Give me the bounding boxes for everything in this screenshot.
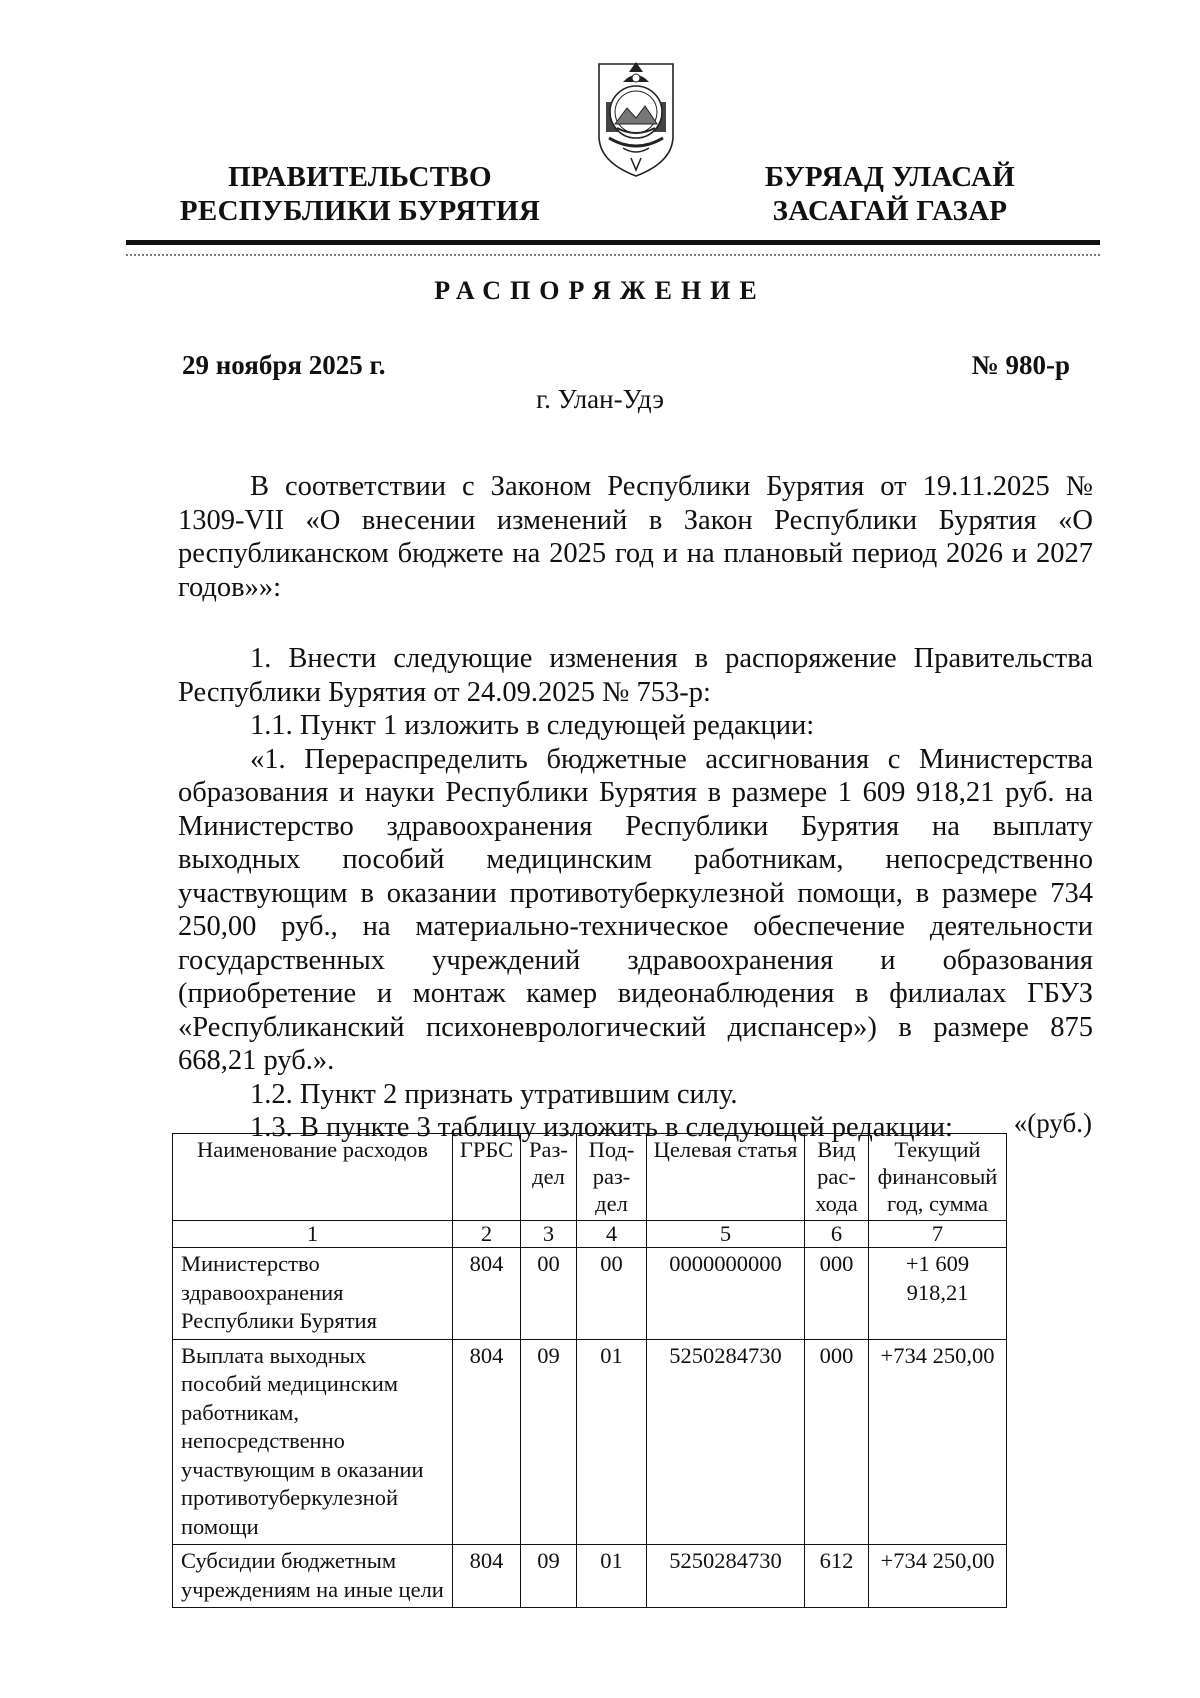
header-rule-dotted: [126, 254, 1100, 256]
column-header: Вид рас-хода: [805, 1134, 869, 1221]
paragraph-1-1: 1.1. Пункт 1 изложить в следующей редакции:: [250, 710, 815, 741]
sum-cell: +734 250,00: [869, 1339, 1007, 1545]
grbs-cell: 804: [453, 1545, 521, 1608]
column-header: Целевая статья: [647, 1134, 805, 1221]
table-row: [173, 1339, 1007, 1545]
column-header: Наименование расходов: [173, 1134, 453, 1221]
razdel-cell: 00: [521, 1248, 577, 1340]
expense-type-cell: 612: [805, 1545, 869, 1608]
paragraph-1-1-text: «1. Перераспределить бюджетные ассигнования с Министерства образования и науки Республики Бурятия в размере 1 609 918,21 руб. на Министерство здравоохранения Республики Бурятия на выплату выходных пособий медицинским работникам, непосредственно участвующим в оказании противотуберкулезной помощи, в размере 734 250,00 руб., на материально-техническое обеспечение деятельности государственных учреждений здравоохранения и образования (приобретение и монтаж камер видеонаблюдения в филиалах ГБУЗ «Республиканский психоневрологический диспансер») в размере 875 668,21 руб.».: [178, 743, 1093, 1076]
expense-type-cell: 000: [805, 1248, 869, 1340]
podrazdel-cell: 01: [577, 1339, 647, 1545]
grbs-cell: 804: [453, 1248, 521, 1340]
target-article-cell: 5250284730: [647, 1339, 805, 1545]
paragraph-1-2: 1.2. Пункт 2 признать утратившим силу.: [250, 1078, 738, 1110]
org-bur-line1: БУРЯАД УЛАСАЙ: [764, 161, 1016, 193]
document-number: № 980-р: [971, 350, 1070, 380]
document-city: г. Улан-Удэ: [536, 384, 664, 414]
sum-cell: +734 250,00: [869, 1545, 1007, 1608]
target-article-cell: 0000000000: [647, 1248, 805, 1340]
razdel-cell: 09: [521, 1545, 577, 1608]
table-row: [173, 1248, 1007, 1340]
sum-cell: +1 609 918,21: [869, 1248, 1007, 1340]
column-number-row: [173, 1221, 1007, 1248]
target-article-cell: 5250284730: [647, 1545, 805, 1608]
expense-name: Субсидии бюджетным учреждениям на иные цели: [173, 1545, 453, 1608]
header-rule: [126, 240, 1100, 245]
column-number: 2: [453, 1221, 521, 1248]
column-number: 4: [577, 1221, 647, 1248]
expense-type-cell: 000: [805, 1339, 869, 1545]
expense-name: Выплата выходных пособий медицинским работникам, непосредственно участвующим в оказании противотуберкулезной помощи: [173, 1339, 453, 1545]
column-header: Текущий финансовый год, сумма: [869, 1134, 1007, 1221]
table-unit: «(руб.): [1013, 1108, 1092, 1138]
grbs-cell: 804: [453, 1339, 521, 1545]
paragraph-1-3: 1.3. В пункте 3 таблицу изложить в следующей редакции:: [250, 1112, 953, 1143]
expense-name: Министерство здравоохранения Республики Бурятия: [173, 1248, 453, 1340]
organization-name-russian: [160, 160, 560, 228]
preamble-paragraph: В соответствии с Законом Республики Бурятия от 19.11.2025 № 1309-VII «О внесении изменений в Закон Республики Бурятия «О республиканском бюджете на 2025 год и на плановый период 2026 и 2027 годов»»:: [178, 471, 1093, 603]
column-number: 7: [869, 1221, 1007, 1248]
org-ru-line1: ПРАВИТЕЛЬСТВО: [228, 161, 492, 193]
column-number: 6: [805, 1221, 869, 1248]
budget-table: [172, 1133, 1007, 1608]
document-date: 29 ноября 2025 г.: [182, 350, 386, 380]
table-header-row: [173, 1134, 1007, 1221]
podrazdel-cell: 00: [577, 1248, 647, 1340]
column-header: ГРБС: [453, 1134, 521, 1221]
organization-name-buryat: [740, 160, 1040, 228]
column-number: 5: [647, 1221, 805, 1248]
column-number: 1: [173, 1221, 453, 1248]
document-type: РАСПОРЯЖЕНИЕ: [434, 276, 766, 305]
column-header: Под-раз-дел: [577, 1134, 647, 1221]
paragraph-1: 1. Внести следующие изменения в распоряжение Правительства Республики Бурятия от 24.09.2025 № 753-р:: [178, 643, 1093, 708]
razdel-cell: 09: [521, 1339, 577, 1545]
column-header: Раз-дел: [521, 1134, 577, 1221]
column-number: 3: [521, 1221, 577, 1248]
table-row: [173, 1545, 1007, 1608]
coat-of-arms-icon: [593, 58, 679, 180]
podrazdel-cell: 01: [577, 1545, 647, 1608]
org-bur-line2: ЗАСАГАЙ ГАЗАР: [772, 195, 1008, 227]
org-ru-line2: РЕСПУБЛИКИ БУРЯТИЯ: [179, 195, 541, 227]
document-body: [178, 470, 1093, 1145]
